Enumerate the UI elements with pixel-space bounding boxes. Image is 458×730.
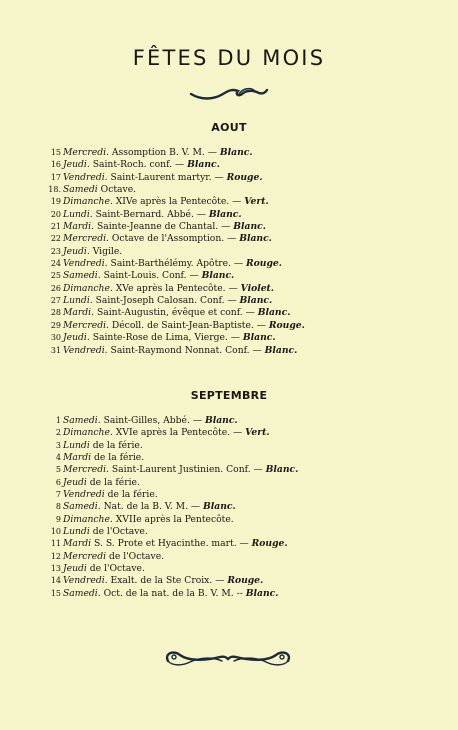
feast-entry-row <box>0 184 458 196</box>
feast-name: Exalt. de la Ste Croix. — <box>110 575 225 587</box>
feast-name: Assomption B. V. M. — <box>111 147 217 158</box>
day-number: 12 <box>50 551 61 561</box>
feast-entry-row <box>0 464 458 476</box>
day-number: 23 <box>50 246 61 256</box>
feast-name: de la férie. <box>92 439 143 451</box>
weekday: Jeudi. <box>63 159 90 171</box>
feast-entry-text <box>63 464 298 476</box>
feast-name: de l'Octave. <box>108 550 165 562</box>
day-number: 20 <box>50 209 61 219</box>
day-number: 31 <box>50 345 61 355</box>
weekday: Mercredi <box>63 550 107 562</box>
feast-name: XVIIe après la Pentecôte. <box>115 513 234 525</box>
feast-entry-text <box>63 415 238 427</box>
weekday: Mercredi. <box>63 319 109 331</box>
feast-entry-text <box>63 147 253 159</box>
weekday: Jeudi <box>63 476 87 488</box>
feast-entry-text <box>63 563 145 575</box>
day-number: 15 <box>50 588 61 598</box>
day-number: 21 <box>50 222 61 232</box>
feast-entry-row <box>0 307 458 319</box>
feast-name: Décoll. de Saint-Jean-Baptiste. — <box>111 319 266 331</box>
liturgical-color: Blanc. <box>204 415 238 426</box>
liturgical-color: Rouge. <box>251 538 288 550</box>
liturgical-color: Rouge. <box>246 258 282 270</box>
liturgical-color: Blanc. <box>264 344 298 356</box>
feast-entry-text <box>63 295 272 307</box>
feast-entry-text <box>63 538 288 550</box>
feast-entry-text <box>63 233 272 245</box>
liturgical-color: Blanc. <box>219 147 253 158</box>
feast-name: Saint-Augustin, évêque et conf. — <box>96 307 255 319</box>
feast-name: Vigile. <box>92 245 123 257</box>
weekday: Vendredi. <box>63 575 108 587</box>
liturgical-color: Rouge. <box>268 319 305 331</box>
feast-entry-text <box>63 575 263 587</box>
feast-name: Octave. <box>100 184 137 196</box>
day-number: 4 <box>55 453 61 463</box>
feast-entry-text <box>63 307 290 319</box>
feast-name: S. S. Prote et Hyacinthe. mart. — <box>94 538 249 550</box>
day-number: 9 <box>55 514 61 524</box>
weekday: Samedi. <box>63 587 101 599</box>
feast-entry-row <box>0 415 458 427</box>
feast-entry-row <box>0 489 458 501</box>
month-title-aout: AOUT <box>211 121 247 134</box>
feast-entry-row <box>0 440 458 452</box>
feast-name: de la férie. <box>94 452 145 464</box>
feast-entry-row <box>0 246 458 258</box>
liturgical-color: Blanc. <box>203 501 236 513</box>
feast-name: Saint-Louis. Conf. — <box>103 270 199 282</box>
feast-name: Sainte-Rose de Lima, Vierge. — <box>92 332 240 344</box>
feast-name: Sainte-Jeanne de Chantal. — <box>96 221 231 233</box>
liturgical-color: Rouge. <box>226 171 263 183</box>
feast-entry-row <box>0 258 458 270</box>
feast-entry-text <box>63 209 242 221</box>
day-number: 3 <box>55 440 61 450</box>
weekday: Lundi. <box>63 208 93 220</box>
feast-entry-row <box>0 295 458 307</box>
page-title: FÊTES DU MOIS <box>132 46 326 70</box>
day-number: 24 <box>50 259 61 269</box>
weekday: Mardi <box>63 538 92 550</box>
flourish-ornament-bottom <box>160 647 296 669</box>
weekday: Mercredi. <box>63 233 109 245</box>
feast-entry-text <box>63 514 234 526</box>
liturgical-color: Blanc. <box>257 307 291 319</box>
feast-entry-text <box>63 258 282 270</box>
day-number: 18. <box>48 185 61 195</box>
feast-entry-row <box>0 551 458 563</box>
weekday: Dimanche. <box>63 513 113 525</box>
month-title-septembre: SEPTEMBRE <box>190 389 268 402</box>
feast-entry-text <box>63 452 144 464</box>
liturgical-color: Violet. <box>240 282 274 294</box>
feast-entry-text <box>63 551 164 563</box>
weekday: Lundi <box>63 439 90 451</box>
feast-name: Nat. de la B. V. M. — <box>103 501 201 513</box>
flourish-ornament-top <box>189 85 269 101</box>
weekday: Jeudi <box>63 563 87 575</box>
feast-name: de l'Octave. <box>89 563 145 575</box>
feast-entry-text <box>63 588 278 600</box>
day-number: 11 <box>50 539 61 549</box>
day-number: 19 <box>50 197 61 207</box>
day-number: 7 <box>55 490 61 500</box>
day-number: 8 <box>55 502 61 512</box>
feast-entry-row <box>0 563 458 575</box>
weekday: Samedi. <box>63 270 101 282</box>
feast-entry-row <box>0 233 458 245</box>
feast-entry-text <box>63 159 220 171</box>
weekday: Mardi <box>63 452 92 464</box>
feast-name: Saint-Gilles, Abbé. — <box>103 415 203 426</box>
liturgical-color: Blanc. <box>201 270 235 282</box>
day-number: 15 <box>50 148 61 157</box>
feast-name: Saint-Barthélémy. Apôtre. — <box>110 258 244 270</box>
liturgical-color: Blanc. <box>245 587 279 599</box>
aout-feast-list <box>0 147 458 357</box>
feast-entry-text <box>63 332 276 344</box>
weekday: Dimanche. <box>63 196 113 208</box>
feast-entry-row <box>0 147 458 159</box>
liturgical-color: Blanc. <box>187 159 220 171</box>
liturgical-color: Vert. <box>245 427 270 439</box>
day-number: 6 <box>55 477 61 487</box>
feast-entry-text <box>63 196 269 208</box>
weekday: Jeudi. <box>63 245 90 257</box>
feast-entry-row <box>0 427 458 439</box>
liturgical-color: Blanc. <box>233 221 266 233</box>
day-number: 16 <box>50 160 61 170</box>
weekday: Vendredi. <box>63 171 108 183</box>
feast-entry-row <box>0 159 458 171</box>
weekday: Mercredi. <box>63 147 109 158</box>
weekday: Vendredi. <box>63 258 108 270</box>
feast-entry-row <box>0 514 458 526</box>
day-number: 27 <box>50 296 61 306</box>
feast-entry-row <box>0 270 458 282</box>
feast-entry-row <box>0 320 458 332</box>
feast-entry-text <box>63 221 266 233</box>
feast-name: XVe après la Pentecôte. — <box>115 282 238 294</box>
weekday: Samedi <box>63 184 98 196</box>
day-number: 1 <box>55 416 61 425</box>
day-number: 13 <box>50 564 61 574</box>
feast-name: de l'Octave. <box>92 526 148 538</box>
feast-name: Saint-Laurent Justinien. Conf. — <box>111 464 263 476</box>
feast-name: Oct. de la nat. de la B. V. M. -- <box>103 587 243 599</box>
day-number: 22 <box>50 234 61 244</box>
feast-name: de la férie. <box>107 489 158 501</box>
feast-entry-text <box>63 184 136 196</box>
liturgical-color: Vert. <box>244 196 269 208</box>
liturgical-color: Rouge. <box>227 575 264 587</box>
weekday: Lundi. <box>63 295 93 307</box>
feast-entry-row <box>0 221 458 233</box>
day-number: 2 <box>55 428 61 438</box>
weekday: Samedi. <box>63 501 101 513</box>
weekday: Lundi <box>63 526 90 538</box>
septembre-feast-list <box>0 415 458 600</box>
feast-name: Saint-Joseph Calosan. Conf. — <box>95 295 237 307</box>
weekday: Vendredi. <box>63 344 108 356</box>
weekday: Vendredi <box>63 489 105 501</box>
feast-entry-row <box>0 538 458 550</box>
day-number: 30 <box>50 333 61 343</box>
feast-entry-text <box>63 477 140 489</box>
feast-entry-text <box>63 440 143 452</box>
day-number: 26 <box>50 283 61 293</box>
feast-entry-row <box>0 332 458 344</box>
feast-name: XIVe après la Pentecôte. — <box>115 196 242 208</box>
feast-entry-text <box>63 427 270 439</box>
feast-entry-row <box>0 209 458 221</box>
day-number: 28 <box>50 308 61 318</box>
feast-entry-row <box>0 452 458 464</box>
day-number: 29 <box>50 320 61 330</box>
weekday: Dimanche. <box>63 282 113 294</box>
feast-name: Octave de l'Assomption. — <box>111 233 237 245</box>
feast-entry-row <box>0 501 458 513</box>
liturgical-color: Blanc. <box>239 233 272 245</box>
day-number: 25 <box>50 271 61 281</box>
weekday: Mercredi. <box>63 464 109 476</box>
day-number: 10 <box>50 527 61 537</box>
feast-name: Saint-Roch. conf. — <box>92 159 185 171</box>
feast-entry-text <box>63 172 263 184</box>
feast-entry-row <box>0 526 458 538</box>
feast-entry-text <box>63 526 148 538</box>
feast-entry-text <box>63 320 305 332</box>
feast-name: Saint-Raymond Nonnat. Conf. — <box>110 344 262 356</box>
liturgical-color: Blanc. <box>239 295 273 307</box>
feast-entry-row <box>0 172 458 184</box>
feast-entry-text <box>63 489 158 501</box>
weekday: Mardi. <box>63 307 95 319</box>
feast-entry-row <box>0 196 458 208</box>
weekday: Samedi. <box>63 415 101 426</box>
feast-entry-row <box>0 575 458 587</box>
feast-entry-row <box>0 345 458 357</box>
feast-name: Saint-Bernard. Abbé. — <box>95 208 206 220</box>
feast-entry-row <box>0 283 458 295</box>
weekday: Dimanche. <box>63 427 113 439</box>
day-number: 14 <box>50 576 61 586</box>
liturgical-color: Blanc. <box>208 208 242 220</box>
feast-name: XVIe après la Pentecôte. — <box>115 427 243 439</box>
liturgical-color: Blanc. <box>265 464 299 476</box>
feast-entry-text <box>63 270 234 282</box>
feast-entry-text <box>63 246 122 258</box>
liturgical-color: Blanc. <box>242 332 276 344</box>
feast-entry-row <box>0 477 458 489</box>
weekday: Mardi. <box>63 221 95 233</box>
weekday: Jeudi. <box>63 332 90 344</box>
feast-entry-row <box>0 588 458 600</box>
feast-entry-text <box>63 283 274 295</box>
day-number: 5 <box>55 465 61 475</box>
feast-name: Saint-Laurent martyr. — <box>110 171 224 183</box>
feast-entry-text <box>63 345 297 357</box>
feast-name: de la férie. <box>89 476 140 488</box>
day-number: 17 <box>50 172 61 182</box>
feast-entry-text <box>63 501 236 513</box>
